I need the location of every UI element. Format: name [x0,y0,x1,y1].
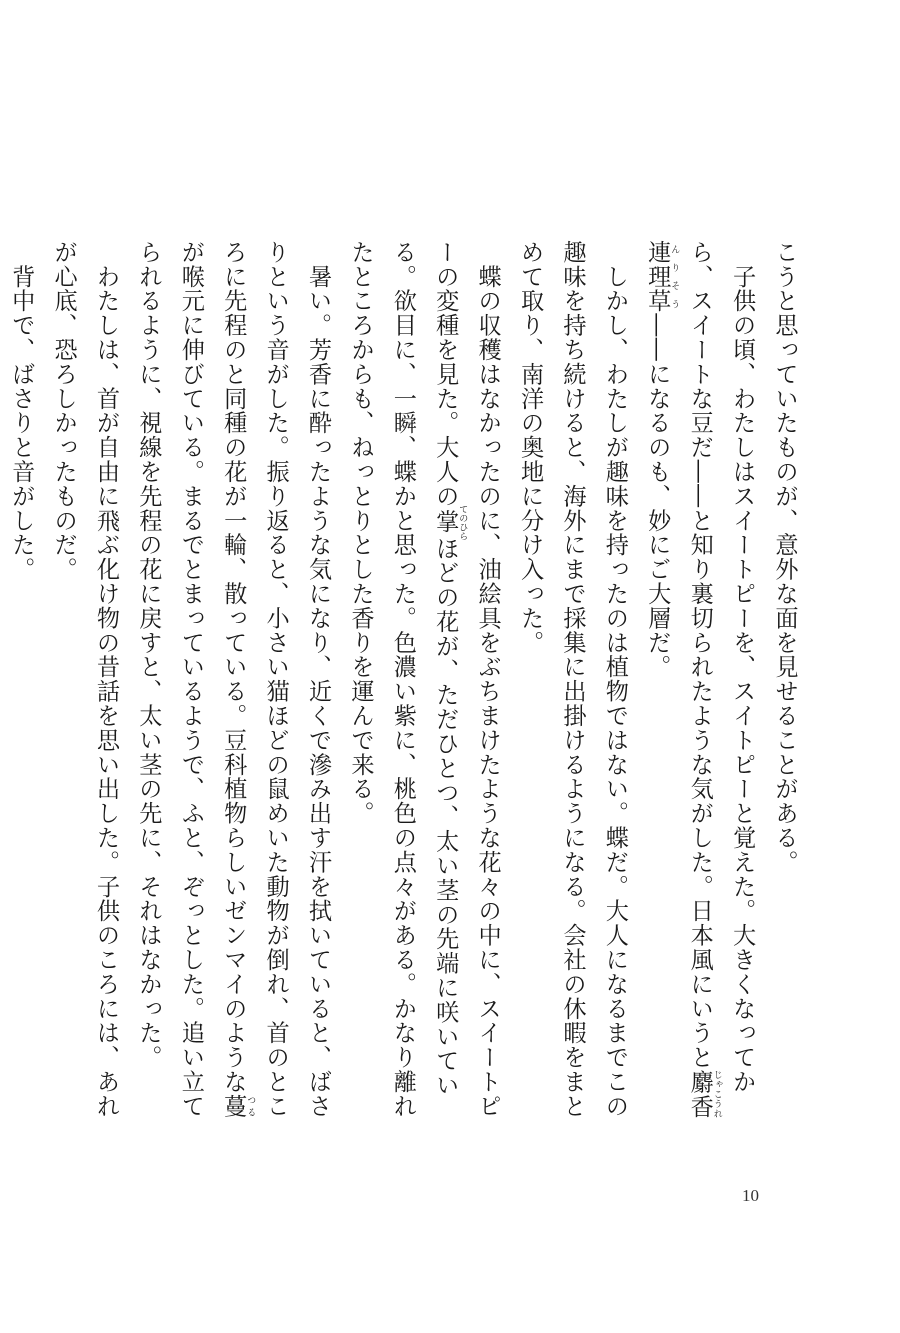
paragraph-4: 蝶の収穫はなかったのに、油絵具をぶちまけたような花々の中に、スイートピーの変種を見た。大人の掌てのひらほどの花が、ただひとつ、太い茎の先端に咲いている。欲目に、一瞬、蝶かと思った。色濃い紫に、桃色の点々がある。かなり離れたところからも、ねっとりとした香りを運んで来る。 [346,240,502,1119]
paragraph-1: こうと思っていたものが、意外な面を見せることがある。 [771,240,798,875]
paragraph-6: わたしは、首が自由に飛ぶ化け物の昔話を思い出した。子供のころには、あれが心底、恐ろしかったものだ。 [50,240,120,1119]
vertical-text-body [0,240,805,1140]
paragraph-3: しかし、わたしが趣味を持ったのは植物ではない。蝶だ。大人になるまでこの趣味を持ち続けると、海外にまで採集に出掛けるようになる。会社の休暇をまとめて取り、南洋の奥地に分け入った。 [516,240,629,1119]
ruby-tsuru: 蔓つる [219,1094,256,1119]
page-number: 10 [742,1186,759,1205]
paragraph-2: 子供の頃、わたしはスイートピーを、スイトピーと覚えた。大きくなってから、スイートな豆だ――と知り裏切られたような気がした。日本風にいうと麝香連理草じゃこうれんりそう――になるのも、妙にご大層だ。 [643,240,756,1119]
paragraph-7: 背中で、ばさりと音がした。 [7,240,35,582]
ruby-jakourenrisou: 麝香連理草じゃこうれんりそう [643,240,722,1119]
paragraph-5: 暑い。芳香に酔ったような気になり、近くで滲み出す汗を拭いていると、ばさりという音がした。振り返ると、小さい猫ほどの鼠めいた動物が倒れ、首のところに先程のと同種の花が一輪、散っている。豆科植物らしいゼンマイのような蔓つるが喉元に伸びている。まるでとまっているようで、ふと、ぞっとした。追い立てられるように、視線を先程の花に戻すと、太い茎の先に、それはなかった。 [134,240,332,1119]
ruby-tenohira: 掌てのひら [431,504,468,541]
